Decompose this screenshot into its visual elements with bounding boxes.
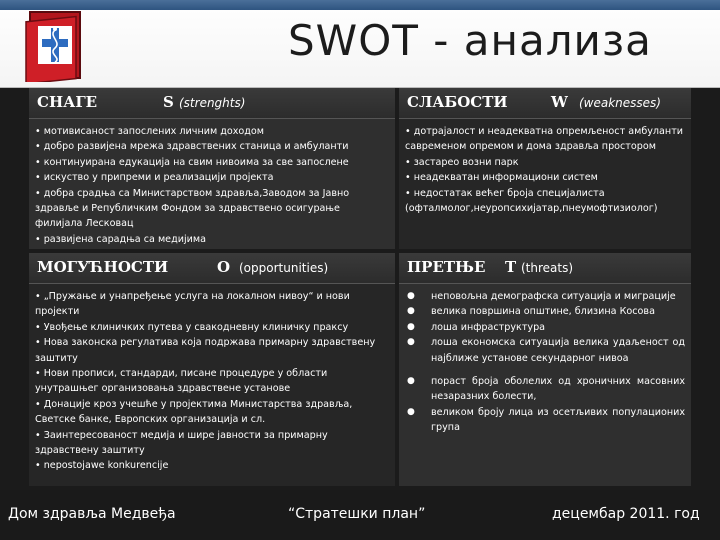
strengths-subtitle: (strenghts)	[179, 96, 246, 110]
strengths-letter: S	[163, 93, 174, 111]
list-item: • Увођење клиничких путева у свакодневну клиничку праксу	[35, 321, 349, 333]
weaknesses-header	[399, 88, 691, 119]
footer-document-title: “Стратешки план”	[288, 506, 426, 522]
strengths-title: СНАГЕ	[37, 93, 98, 111]
opportunities-subtitle: (opportunities)	[239, 261, 329, 275]
strengths-header	[29, 88, 395, 119]
list-item: • nepostojawe konkurencije	[35, 460, 169, 472]
list-item: • застарео возни парк	[405, 156, 519, 168]
list-item: • континуирана едукација на свим нивоима за све запослене	[35, 156, 349, 168]
threats-title: ПРЕТЊЕ	[407, 258, 486, 276]
threats-subtitle: (threats)	[521, 261, 574, 275]
threats-quadrant	[399, 253, 691, 486]
list-item: • добро развијена мрежа здравствених станица и амбуланти	[35, 141, 349, 153]
weaknesses-title: СЛАБОСТИ	[407, 93, 508, 111]
list-item: • „Пружање и унапређење услуга на локалном нивоу“ и нови пројекти	[35, 291, 350, 318]
footer-organization: Дом здравља Медвеђа	[8, 506, 176, 522]
opportunities-title: МОГУЋНОСТИ	[37, 258, 169, 276]
weaknesses-subtitle: (weaknesses)	[579, 96, 661, 110]
opportunities-quadrant	[29, 253, 395, 486]
header-accent-band	[0, 0, 720, 10]
list-item: • развијена сарадња са медијима	[35, 233, 206, 245]
opportunities-list	[35, 289, 389, 474]
weaknesses-letter: W	[551, 93, 568, 111]
list-item: ● пораст броја оболелих од хроничних масовних незаразних болести,	[405, 374, 685, 405]
footer-date: децембар 2011. год	[552, 506, 700, 522]
header-bar	[0, 0, 720, 88]
list-spacer	[405, 366, 685, 374]
list-item: • дотрајалост и неадекватна опремљеност амбуланти савременом опремом и дома здравља простором	[405, 126, 684, 153]
footer-bar	[0, 490, 720, 540]
page-title: SWOT - анализа	[288, 16, 652, 65]
swot-grid	[29, 88, 691, 486]
list-item: ● великом броју лица из осетљивих популационих група	[405, 405, 685, 436]
threats-header	[399, 253, 691, 284]
list-item: ● лоша инфраструктура	[405, 320, 685, 335]
weaknesses-quadrant	[399, 88, 691, 249]
list-item: • Нови прописи, стандарди, писане процедуре у области унутрашњег организовања здравствене установе	[35, 368, 328, 395]
list-item: • недостатак већег броја специјалиста (офталмолог,неуропсихијатар,пнеумофтизиолог)	[405, 187, 658, 215]
strengths-list	[35, 124, 389, 247]
list-item: • Донације кроз учешће у пројектима Министарства здравља, Светске банке, Европских организација и сл.	[35, 398, 353, 426]
list-item: • неадекватан информациони систем	[405, 172, 598, 184]
list-item: • добра срадња са Министарством здравља,Заводом за Јавно здравље и Републичким Фондом за здравствено осигурање филијала Лесковац	[35, 187, 350, 230]
strengths-quadrant	[29, 88, 395, 249]
opportunities-header	[29, 253, 395, 284]
threats-letter: T	[505, 258, 517, 276]
weaknesses-list	[405, 124, 685, 216]
medical-caduceus-logo-icon	[24, 8, 88, 82]
list-item: • искуство у припреми и реализацији пројекта	[35, 172, 274, 184]
threats-list	[405, 289, 685, 436]
list-item: • Заинтересованост медија и шире јавности за примарну здравствену заштиту	[35, 429, 328, 457]
list-item: • Нова законска регулатива која подржава примарну здравствену заштиту	[35, 337, 376, 364]
list-item: ● велика површина општине, близина Косова	[405, 304, 685, 319]
list-item: ● неповољна демографска ситуација и миграције	[405, 289, 685, 304]
opportunities-letter: O	[217, 258, 231, 276]
list-item: ● лоша економска ситуација велика удаљеност од најближе установе секундарног нивоа	[405, 335, 685, 366]
list-item: • мотивисаност запослених личним доходом	[35, 126, 265, 137]
